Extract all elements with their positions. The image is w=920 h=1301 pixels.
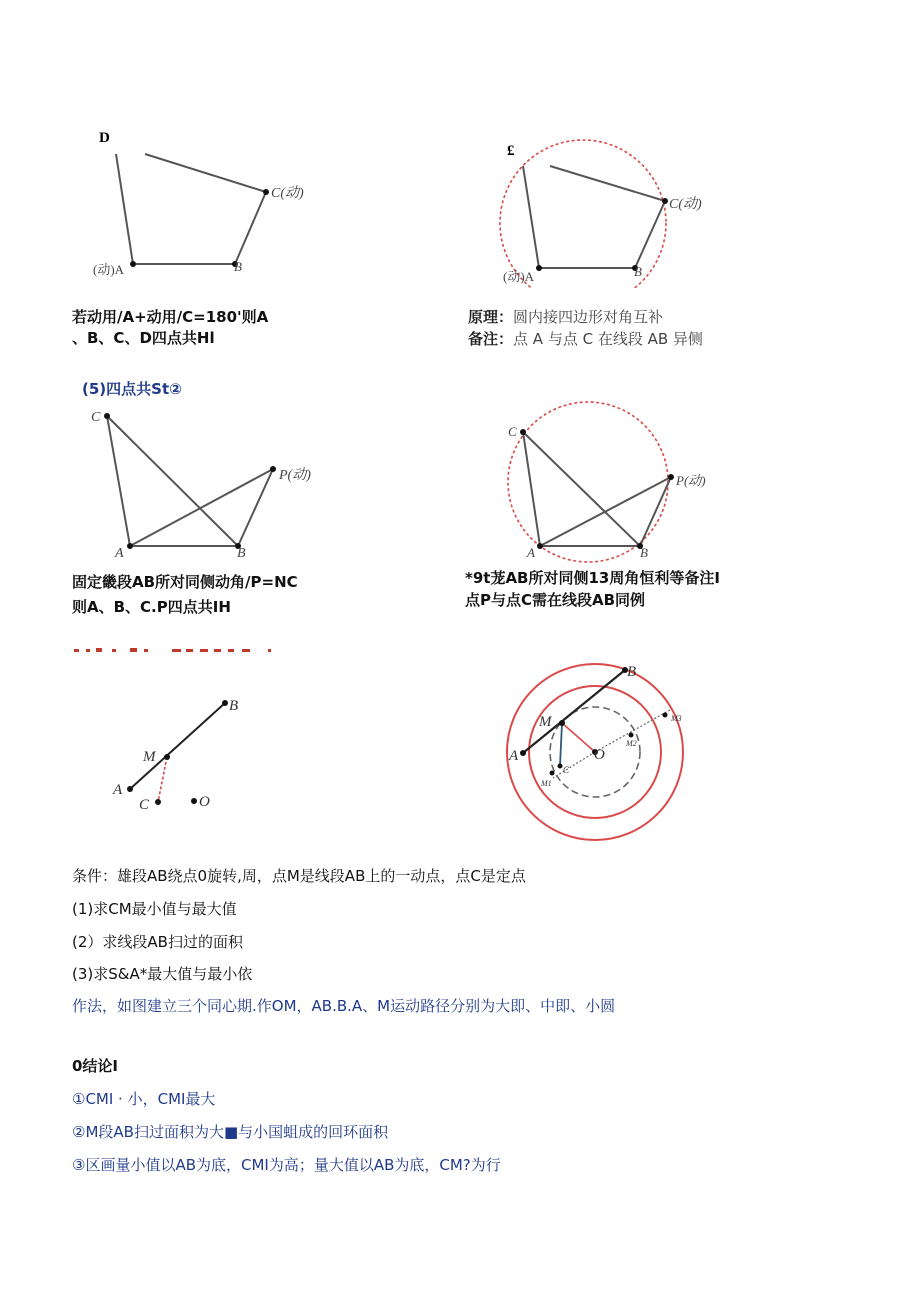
note-text: 点 A 与点 C 在线段 AB 异侧 — [513, 330, 703, 348]
label-M1: M1 — [541, 779, 552, 788]
point-A — [127, 543, 133, 549]
note-label: 备注： — [468, 330, 514, 348]
label-C: C — [91, 410, 101, 425]
label-O: O — [199, 794, 210, 810]
label-C: C — [508, 424, 517, 439]
label-B: B — [229, 698, 239, 714]
label-C: C(动) — [271, 186, 304, 201]
edge-AP — [540, 477, 671, 546]
fig2-left-caption-line2: 则A、B、C.P四点共IH — [72, 598, 231, 616]
principle-line — [468, 307, 663, 327]
segment-AB — [130, 703, 225, 789]
point-P — [270, 466, 276, 472]
point-M1 — [550, 771, 555, 776]
point-C — [520, 429, 526, 435]
point-O — [191, 798, 197, 804]
label-B: B — [627, 664, 637, 680]
edge-BC — [235, 192, 266, 264]
fig2-left-caption-line1: 固定畿段AB所对同侧动角/P=NC — [72, 573, 298, 591]
label-C: C(动) — [669, 197, 702, 212]
label-D: D — [99, 130, 110, 146]
edge-CB — [523, 432, 640, 546]
cutoff-heading-fragment — [72, 648, 282, 654]
label-A: A — [509, 748, 519, 764]
principle-text: 圆内接四边形对角互补 — [513, 308, 664, 326]
point-C — [662, 198, 668, 204]
point-A — [520, 750, 526, 756]
fig2-right-caption-line1: *9t茏AB所对同侧13周角恒利等备注I — [465, 569, 720, 587]
conclusion-heading: 0结论I — [72, 1057, 119, 1075]
label-B: B — [234, 259, 242, 274]
label-C: C — [139, 797, 150, 813]
label-M: M — [143, 749, 156, 765]
label-C: C — [563, 765, 570, 775]
fig1-left-quadrilateral — [85, 125, 325, 285]
fig2-right-cyclic-figure — [495, 400, 725, 565]
label-A: (动)A — [503, 269, 535, 284]
label-B: B — [634, 264, 642, 279]
label-top: £ — [507, 143, 515, 159]
conclusion-item-3: ③区画量小值以AB为底，CMI为高；量大值以AB为底，CM?为行 — [72, 1156, 501, 1174]
point-M — [164, 754, 170, 760]
fig3-right-concentric-circles — [495, 660, 695, 845]
conclusion-item-2: ②M段AB扫过面积为大■与小国蛆成的回环面积 — [72, 1123, 389, 1141]
label-A: A — [115, 546, 124, 561]
point-A — [537, 543, 543, 549]
fig1-left-caption-line2: 、B、C、D四点共Hl — [72, 329, 215, 347]
edge-DC — [145, 154, 266, 192]
label-M3: M3 — [671, 714, 682, 723]
label-A: A — [527, 545, 535, 560]
point-B — [222, 700, 228, 706]
question-1: (1)求CM最小值与最大值 — [72, 900, 237, 918]
edge-CA — [523, 432, 540, 546]
segment-MO — [562, 723, 595, 752]
fig3-left-segment-figure — [105, 685, 245, 815]
label-P: P(动) — [279, 468, 311, 483]
segment-AB — [523, 670, 625, 753]
note-line — [468, 329, 703, 349]
segment-MC — [560, 723, 562, 766]
question-2: (2）求线段AB扫过的面积 — [72, 933, 243, 951]
question-3: (3)求S&A*最大值与最小依 — [72, 965, 253, 983]
edge-BC — [635, 201, 665, 268]
edge-DA — [116, 154, 133, 264]
label-B: B — [237, 546, 246, 561]
principle-label: 原理： — [468, 308, 514, 326]
point-M — [559, 720, 565, 726]
conditions-line: 条件：雄段AB绕点0旋转,周，点M是线段AB上的一动点，点C是定点 — [72, 867, 526, 885]
point-M2 — [629, 733, 634, 738]
point-C — [104, 413, 110, 419]
conclusion-item-1: ①CMI · 小，CMI最大 — [72, 1090, 216, 1108]
edge-AP — [130, 469, 273, 546]
point-C — [558, 764, 563, 769]
point-M3 — [663, 713, 668, 718]
label-M2: M2 — [626, 739, 637, 748]
fig2-left-triangle-figure — [85, 403, 325, 563]
label-O: O — [594, 747, 605, 763]
label-M: M — [539, 714, 552, 730]
edge-BP — [640, 477, 671, 546]
point-C — [263, 189, 269, 195]
point-A — [127, 786, 133, 792]
label-P: P(动) — [676, 473, 706, 488]
point-A — [130, 261, 136, 267]
edge-BP — [238, 469, 273, 546]
fig1-left-caption-line1: 若动用/A+动用/C=180'则A — [72, 308, 269, 326]
fig2-right-caption-line2: 点P与点C需在线段AB同例 — [465, 591, 646, 609]
label-B: B — [640, 545, 648, 560]
method-line: 作法，如图建立三个同心期.作OM，AB.B.A、M运动路径分别为大即、中即、小圆 — [72, 997, 616, 1015]
edge-DA — [523, 166, 539, 268]
point-C — [155, 799, 161, 805]
point-P — [668, 474, 674, 480]
label-A: (动)A — [93, 262, 125, 277]
point-A — [536, 265, 542, 271]
section5-heading: (5)四点共St② — [82, 380, 182, 398]
label-A: A — [113, 782, 123, 798]
fig1-right-cyclic-quadrilateral — [495, 138, 725, 288]
